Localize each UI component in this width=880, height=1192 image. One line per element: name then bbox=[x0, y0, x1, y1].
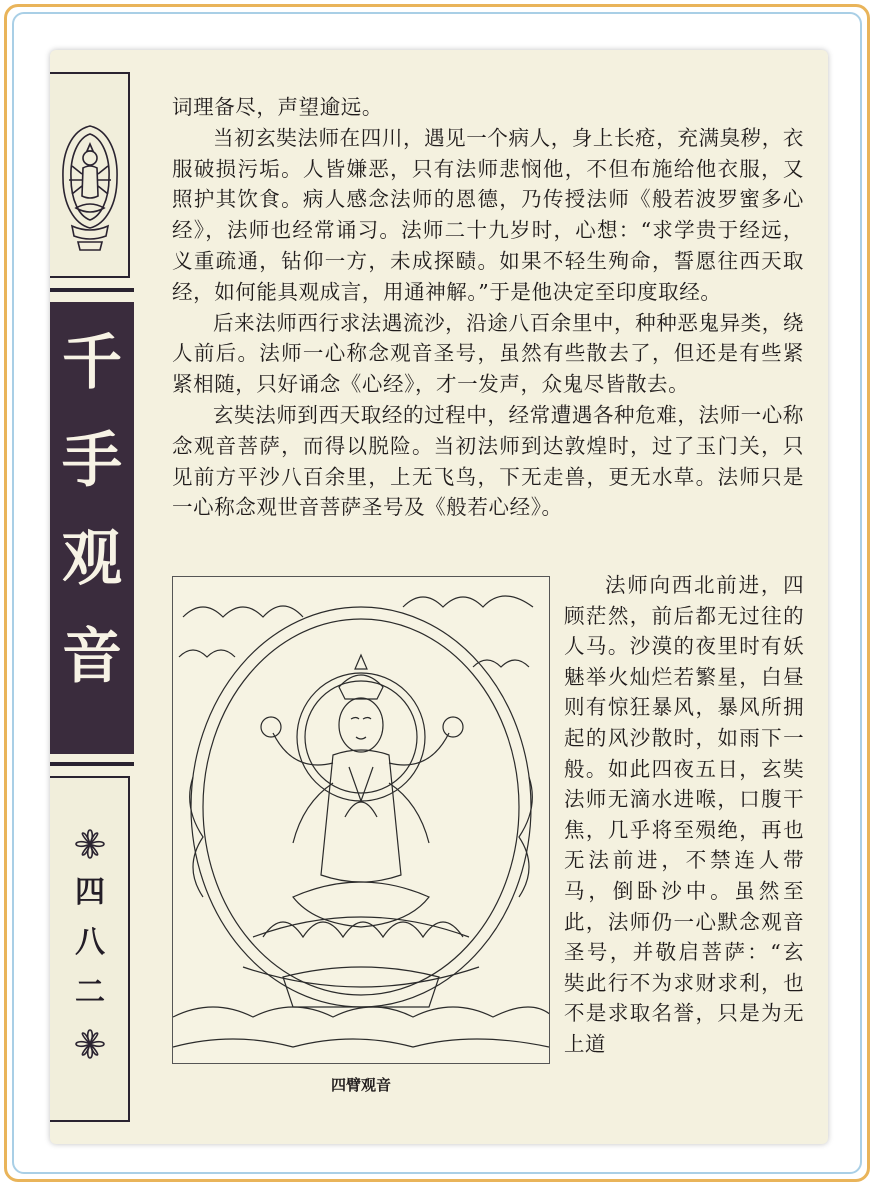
sidebar-title-band bbox=[50, 302, 134, 754]
four-armed-guanyin-illustration bbox=[172, 576, 550, 1064]
sidebar-page-number-box bbox=[50, 776, 130, 1122]
page-number-char: 四 bbox=[75, 875, 105, 910]
paragraph: 法师向西北前进，四顾茫然，前后都无过往的人马。沙漠的夜里时有妖魅举火灿烂若繁星，白昼则有惊狂暴风，暴风所拥起的风沙散时，如雨下一般。如此四夜五日，玄奘法师无滴水进喉，口腹干焦，几乎将至殒绝，再也无法前进，不禁连人带马，倒卧沙中。虽然至此，法师仍一心默念观音圣号，并敬启菩萨：“玄奘此行不为求财求利，也不是求取名誉，只是为无上道 bbox=[564, 573, 804, 1056]
book-page bbox=[50, 50, 828, 1144]
sidebar-divider bbox=[50, 288, 134, 292]
title-char: 千 bbox=[62, 328, 122, 398]
flower-ornament-icon bbox=[74, 1028, 106, 1060]
guanyin-emblem-icon bbox=[50, 74, 130, 280]
title-char: 手 bbox=[62, 426, 122, 496]
flower-ornament-icon bbox=[74, 828, 106, 860]
paragraph: 后来法师西行求法遇流沙，沿途八百余里中，种种恶鬼异类，绕人前后。法师一心称念观音圣号，虽然有些散去了，但还是有些紧紧相随，只好诵念《心经》，才一发声，众鬼尽皆散去。 bbox=[172, 310, 804, 397]
title-char: 观 bbox=[62, 524, 122, 594]
sidebar-divider bbox=[50, 762, 134, 766]
sidebar bbox=[50, 50, 136, 1144]
paragraph: 当初玄奘法师在四川，遇见一个病人，身上长疮，充满臭秽，衣服破损污垢。人皆嫌恶，只有法师悲悯他，不但布施给他衣服，又照护其饮食。病人感念法师的恩德，乃传授法师《般若波罗蜜多心经》，法师也经常诵习。法师二十九岁时，心想：“求学贵于经远，义重疏通，钻仰一方，未成探赜。如果不轻生殉命，誓愿往西天取经，如何能具观成言，用通神解。”于是他决定至印度取经。 bbox=[172, 125, 804, 304]
guanyin-line-drawing-icon bbox=[173, 577, 549, 1063]
page-number-char: 二 bbox=[75, 975, 105, 1010]
sidebar-emblem-box bbox=[50, 72, 130, 278]
vertical-book-title bbox=[50, 314, 134, 706]
illustration-caption: 四臂观音 bbox=[330, 1076, 391, 1094]
paragraph: 玄奘法师到西天取经的过程中，经常遭遇各种危难，法师一心称念观音菩萨，而得以脱险。当初法师到达敦煌时，过了玉门关，只见前方平沙八百余里，上无飞鸟，下无走兽，更无水草。法师只是一心称念观世音菩萨圣号及《般若心经》。 bbox=[172, 402, 804, 520]
vertical-page-number bbox=[50, 868, 130, 1018]
main-text bbox=[172, 92, 804, 523]
side-text bbox=[564, 570, 804, 1060]
page-number-char: 八 bbox=[75, 925, 105, 960]
title-char: 音 bbox=[62, 622, 122, 692]
paragraph: 词理备尽，声望逾远。 bbox=[172, 95, 383, 119]
